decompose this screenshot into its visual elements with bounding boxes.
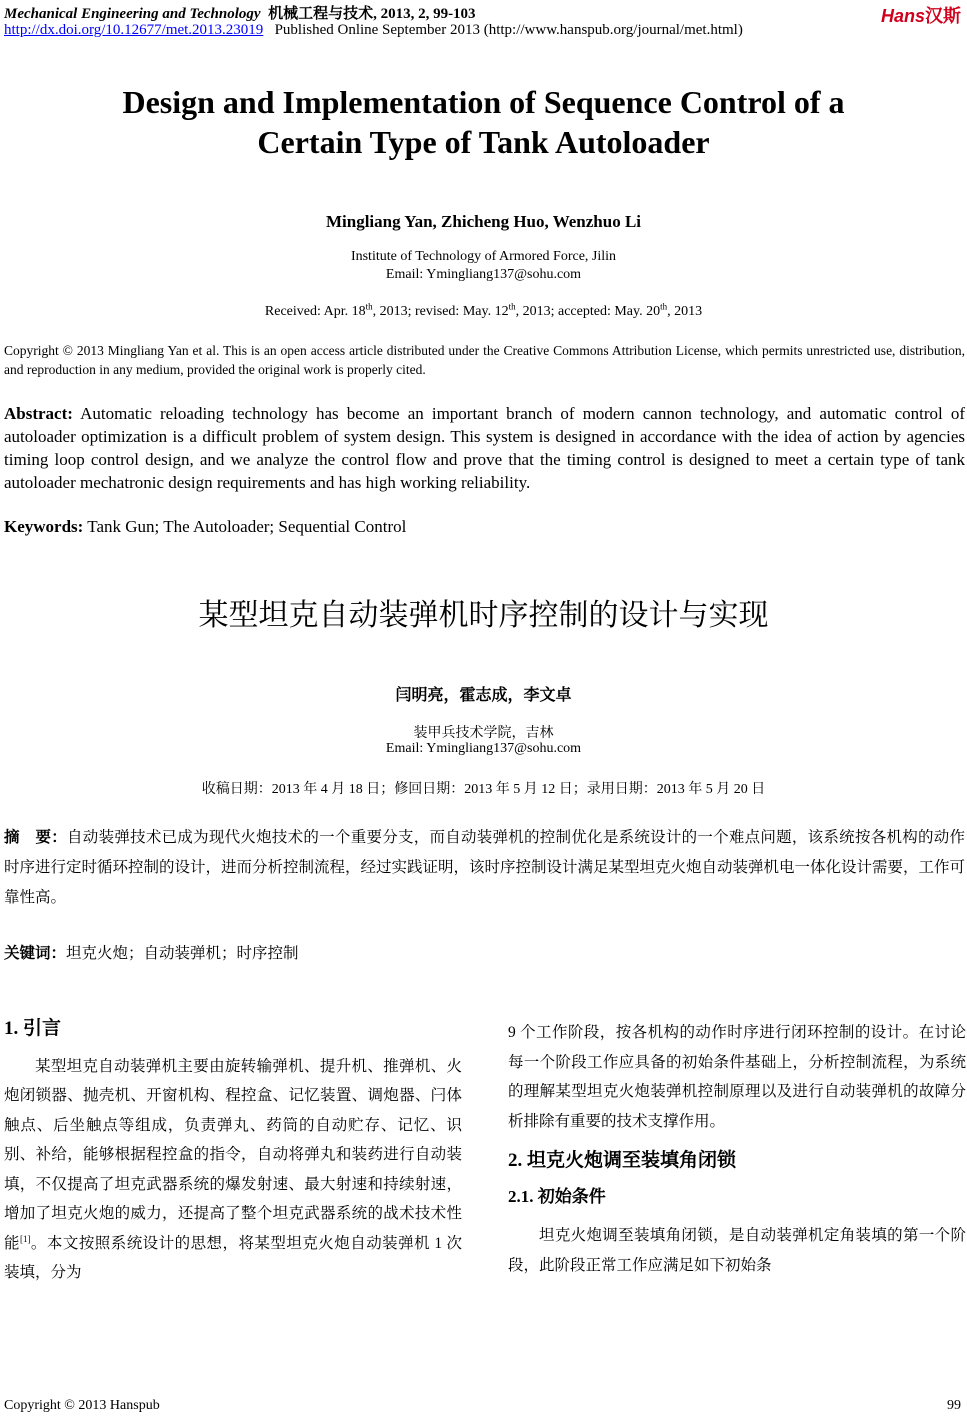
keywords-en: Keywords: Tank Gun; The Autoloader; Sequential Control — [4, 517, 407, 536]
section-1-heading: 1. 引言 — [4, 1018, 62, 1039]
doi-link[interactable]: http://dx.doi.org/10.12677/met.2013.23019 — [4, 22, 264, 38]
title-cn: 某型坦克自动装弹机时序控制的设计与实现 — [198, 598, 769, 633]
page-number: 99 — [947, 1398, 961, 1413]
right-column — [508, 1018, 966, 1280]
journal-header — [4, 2, 476, 23]
section-2-1-heading: 2.1. 初始条件 — [508, 1186, 606, 1206]
authors-cn: 闫明亮，霍志成，李文卓 — [395, 685, 572, 704]
paragraph: 坦克火炮调至装填角闭锁，是自动装弹机定角装填的第一个阶段，此阶段正常工作应满足如下初始条 — [508, 1227, 966, 1274]
received-dates: Received: Apr. 18th, 2013; revised: May. 12th, 2013; accepted: May. 20th, 2013 — [264, 301, 703, 319]
affiliation: Institute of Technology of Armored Force, Jilin — [350, 249, 617, 264]
abstract-cn: 摘 要：自动装弹技术已成为现代火炮技术的一个重要分支，而自动装弹机的控制优化是系统设计的一个难点问题，该系统按各机构的动作时序进行定时循环控制的设计，进而分析控制流程，经过实践证明，该时序控制设计满足某型坦克火炮自动装弹机电一体化设计需要，工作可靠性高。 — [4, 828, 966, 906]
paper-title: Design and Implementation of Sequence Control of a Certain Type of Tank Autoloader — [122, 84, 845, 160]
keywords-cn: 关键词：坦克火炮；自动装弹机；时序控制 — [4, 944, 299, 962]
journal-citation: 机械工程与技术, 2013, 2, 99-103 — [268, 6, 476, 22]
abstract-en: Abstract: Automatic reloading technology has become an important branch of modern cannon technology, and automatic control of autoloader optimization is a difficult problem of system design. This system is designed in accordance with the idea of action by agencies timing loop control design, and we analyze the control flow and prove that the timing control is designed to meet a certain type of tank autoloader mechatronic design requirements and has high working reliability. — [4, 404, 965, 492]
hans-logo: Hans汉斯 — [880, 6, 961, 26]
affiliation-cn: 装甲兵技术学院，吉林 — [413, 726, 554, 741]
email: Email: Ymingliang137@sohu.com — [385, 267, 582, 282]
authors: Mingliang Yan, Zhicheng Huo, Wenzhuo Li — [325, 212, 642, 231]
left-column — [4, 1014, 462, 1288]
citation-ref[interactable]: [1] — [19, 1233, 31, 1244]
dates-cn: 收稿日期：2013 年 4 月 18 日；修回日期：2013 年 5 月 12 日；录用日期：2013 年 5 月 20 日 — [201, 782, 766, 797]
paragraph: 某型坦克自动装弹机主要由旋转输弹机、提升机、推弹机、火炮闭锁器、抛壳机、开窗机构、程控盒、记忆装置、调炮器、闩体触点、后坐触点等组成，负责弹丸、药筒的自动贮存、记忆、识别、补给，能够根据程控盒的指令，自动将弹丸和装药进行自动装填，不仅提高了坦克武器系统的爆发射速、最大射速和持续射速，增加了坦克火炮的威力，还提高了整个坦克武器系统的战术技术性能[1]。本文按照系统设计的思想，将某型坦克火炮自动装弹机 1 次装填，分为 — [4, 1057, 462, 1281]
doi-line — [4, 22, 743, 39]
copyright-notice: Copyright © 2013 Mingliang Yan et al. This is an open access article distributed under the Creative Commons Attribution License, which permits unrestricted use, distribution, and reproduction in any medium, provided the original work is properly cited. — [4, 343, 965, 377]
journal-name: Mechanical Engineering and Technology — [4, 6, 261, 22]
email-cn: Email: Ymingliang137@sohu.com — [385, 741, 582, 756]
paragraph: 9 个工作阶段，按各机构的动作时序进行闭环控制的设计。在讨论每一个阶段工作应具备的初始条件基础上，分析控制流程，为系统的理解某型坦克火炮装弹机控制原理以及进行自动装弹机的故障分析排除有重要的技术支撑作用。 — [508, 1024, 966, 1130]
published-info: Published Online September 2013 (http://www.hanspub.org/journal/met.html) — [274, 22, 743, 38]
section-2-heading: 2. 坦克火炮调至装填角闭锁 — [508, 1150, 737, 1171]
footer-copyright: Copyright © 2013 Hanspub — [4, 1398, 160, 1413]
